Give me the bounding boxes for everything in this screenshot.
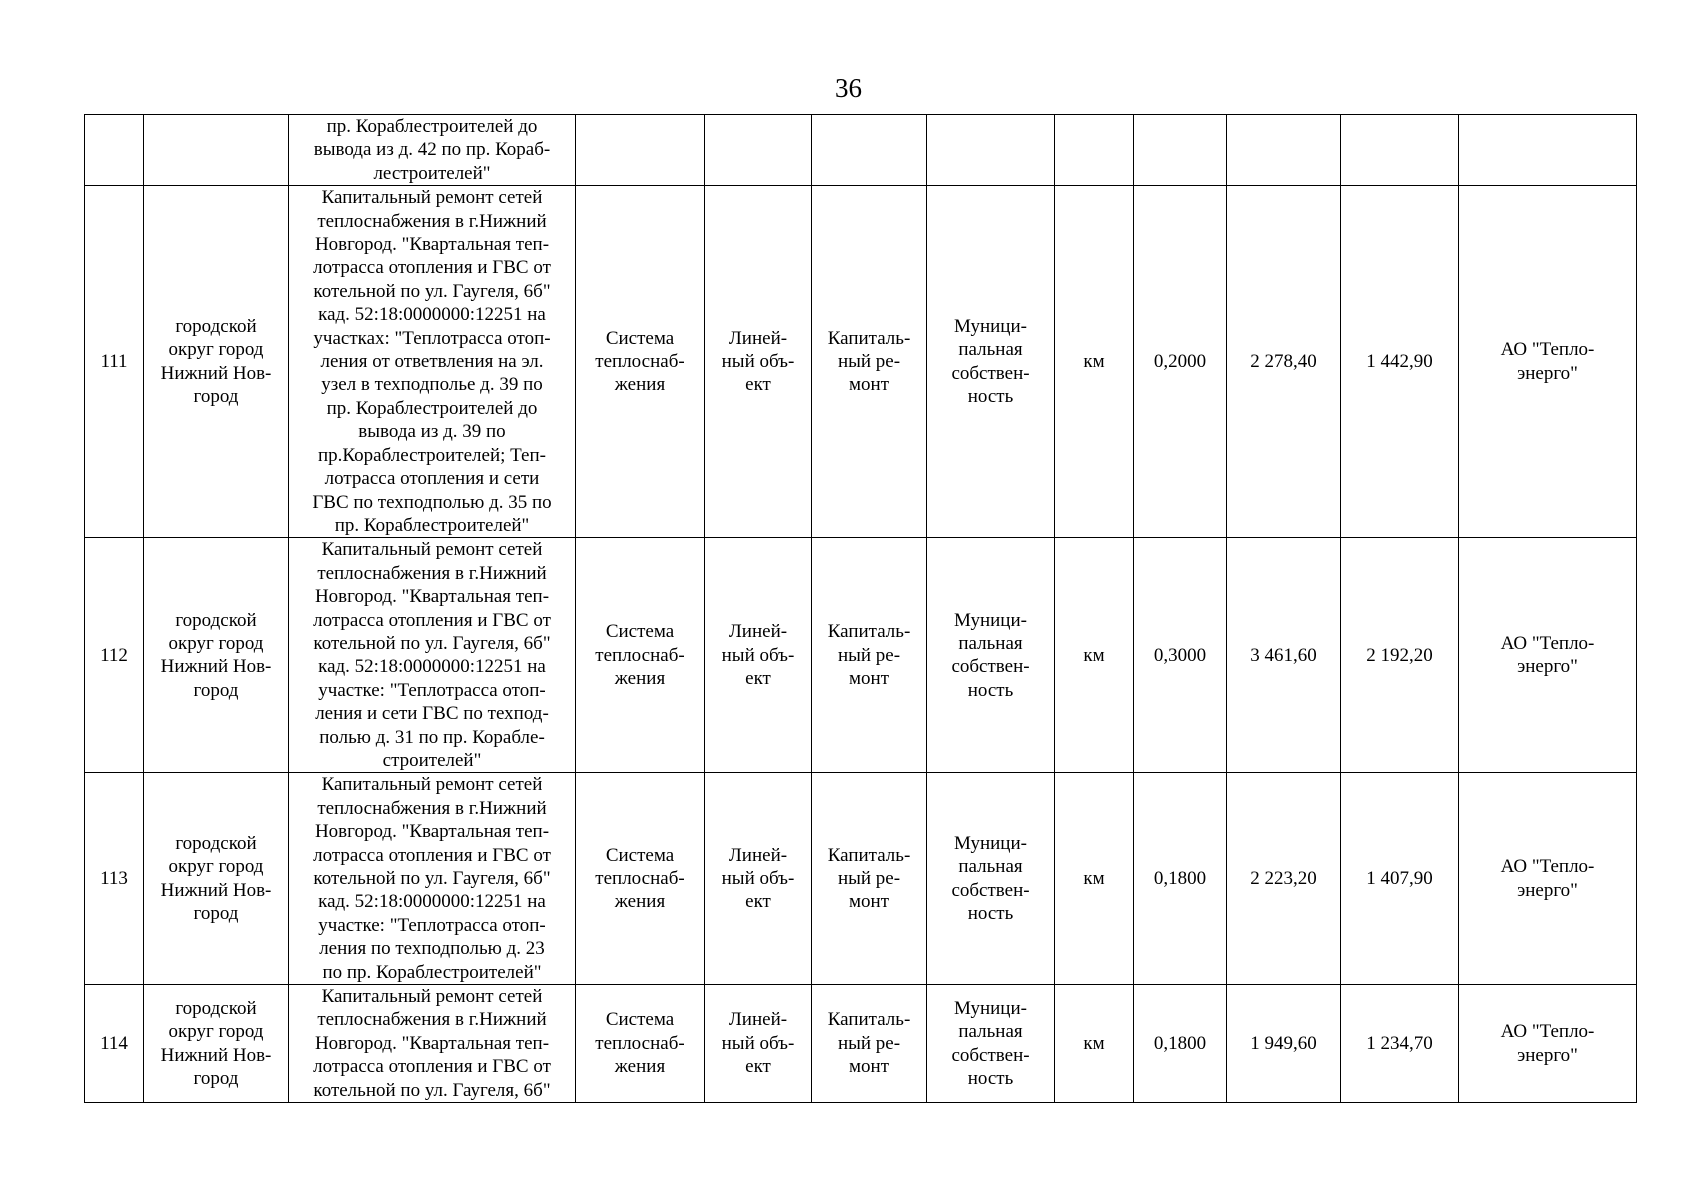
cell-territory: городской округ город Нижний Нов- город: [144, 985, 289, 1103]
cell-cost-2: 2 192,20: [1341, 538, 1459, 773]
cell-length: 0,3000: [1134, 538, 1227, 773]
cell-unit: [1055, 115, 1134, 186]
cell-system: Система теплоснаб- жения: [576, 985, 705, 1103]
cell-object-type: [705, 115, 812, 186]
cell-work-type: Капиталь- ный ре- монт: [812, 985, 927, 1103]
cell-organization: АО "Тепло- энерго": [1459, 186, 1637, 538]
cell-work-type: Капиталь- ный ре- монт: [812, 538, 927, 773]
cell-object-type: Линей- ный объ- ект: [705, 186, 812, 538]
cell-cost-2: 1 234,70: [1341, 985, 1459, 1103]
cell-system: Система теплоснаб- жения: [576, 773, 705, 985]
cell-organization: АО "Тепло- энерго": [1459, 538, 1637, 773]
cell-organization: АО "Тепло- энерго": [1459, 985, 1637, 1103]
cell-territory: городской округ город Нижний Нов- город: [144, 186, 289, 538]
cell-length: [1134, 115, 1227, 186]
cell-ownership: Муници- пальная собствен- ность: [927, 538, 1055, 773]
cell-cost-2: [1341, 115, 1459, 186]
cell-length: 0,2000: [1134, 186, 1227, 538]
cell-cost-1: 2 278,40: [1227, 186, 1341, 538]
cell-number: [85, 115, 144, 186]
cell-number: 111: [85, 186, 144, 538]
table-row: [85, 186, 1637, 538]
cell-organization: АО "Тепло- энерго": [1459, 773, 1637, 985]
cell-work-type: Капиталь- ный ре- монт: [812, 186, 927, 538]
cell-description: пр. Кораблестроителей до вывода из д. 42 по пр. Кораб- лестроителей": [289, 115, 576, 186]
cell-cost-1: [1227, 115, 1341, 186]
cell-organization: [1459, 115, 1637, 186]
page-number: 36: [835, 73, 862, 103]
cell-work-type: [812, 115, 927, 186]
cell-unit: км: [1055, 773, 1134, 985]
cell-object-type: Линей- ный объ- ект: [705, 773, 812, 985]
cell-length: 0,1800: [1134, 773, 1227, 985]
cell-system: Система теплоснаб- жения: [576, 538, 705, 773]
cell-number: 112: [85, 538, 144, 773]
cell-description: Капитальный ремонт сетей теплоснабжения в г.Нижний Новгород. "Квартальная теп- лотрасса отопления и ГВС от котельной по ул. Гаугеля, 6б" кад. 52:18:0000000:12251 на участках: "Теплотрасса отоп- ления от ответвления на эл. узел в техподполье д. 39 по пр. Кораблестроителей до вывода из д. 39 по пр.Кораблестроителей; Теп- лотрасса отопления и сети ГВС по техподполью д. 35 по пр. Кораблестроителей": [289, 186, 576, 538]
cell-ownership: Муници- пальная собствен- ность: [927, 985, 1055, 1103]
cell-territory: [144, 115, 289, 186]
cell-territory: городской округ город Нижний Нов- город: [144, 538, 289, 773]
cell-number: 114: [85, 985, 144, 1103]
cell-unit: км: [1055, 985, 1134, 1103]
cell-number: 113: [85, 773, 144, 985]
cell-cost-2: 1 407,90: [1341, 773, 1459, 985]
cell-system: [576, 115, 705, 186]
cell-territory: городской округ город Нижний Нов- город: [144, 773, 289, 985]
cell-description: Капитальный ремонт сетей теплоснабжения в г.Нижний Новгород. "Квартальная теп- лотрасса отопления и ГВС от котельной по ул. Гаугеля, 6б": [289, 985, 576, 1103]
cell-unit: км: [1055, 538, 1134, 773]
cell-cost-1: 3 461,60: [1227, 538, 1341, 773]
cell-object-type: Линей- ный объ- ект: [705, 985, 812, 1103]
cell-description: Капитальный ремонт сетей теплоснабжения в г.Нижний Новгород. "Квартальная теп- лотрасса отопления и ГВС от котельной по ул. Гаугеля, 6б" кад. 52:18:0000000:12251 на участке: "Теплотрасса отоп- ления и сети ГВС по техпод- полью д. 31 по пр. Корабле- строителей": [289, 538, 576, 773]
table-row: [85, 538, 1637, 773]
cell-object-type: Линей- ный объ- ект: [705, 538, 812, 773]
cell-cost-1: 2 223,20: [1227, 773, 1341, 985]
table-row: [85, 773, 1637, 985]
cell-ownership: Муници- пальная собствен- ность: [927, 186, 1055, 538]
cell-cost-1: 1 949,60: [1227, 985, 1341, 1103]
cell-length: 0,1800: [1134, 985, 1227, 1103]
data-table: [84, 114, 1637, 1103]
cell-work-type: Капиталь- ный ре- монт: [812, 773, 927, 985]
cell-cost-2: 1 442,90: [1341, 186, 1459, 538]
cell-ownership: Муници- пальная собствен- ность: [927, 773, 1055, 985]
cell-ownership: [927, 115, 1055, 186]
cell-unit: км: [1055, 186, 1134, 538]
table-row-continuation: [85, 115, 1637, 186]
cell-system: Система теплоснаб- жения: [576, 186, 705, 538]
cell-description: Капитальный ремонт сетей теплоснабжения в г.Нижний Новгород. "Квартальная теп- лотрасса отопления и ГВС от котельной по ул. Гаугеля, 6б" кад. 52:18:0000000:12251 на участке: "Теплотрасса отоп- ления по техподполью д. 23 по пр. Кораблестроителей": [289, 773, 576, 985]
table-row: [85, 985, 1637, 1103]
